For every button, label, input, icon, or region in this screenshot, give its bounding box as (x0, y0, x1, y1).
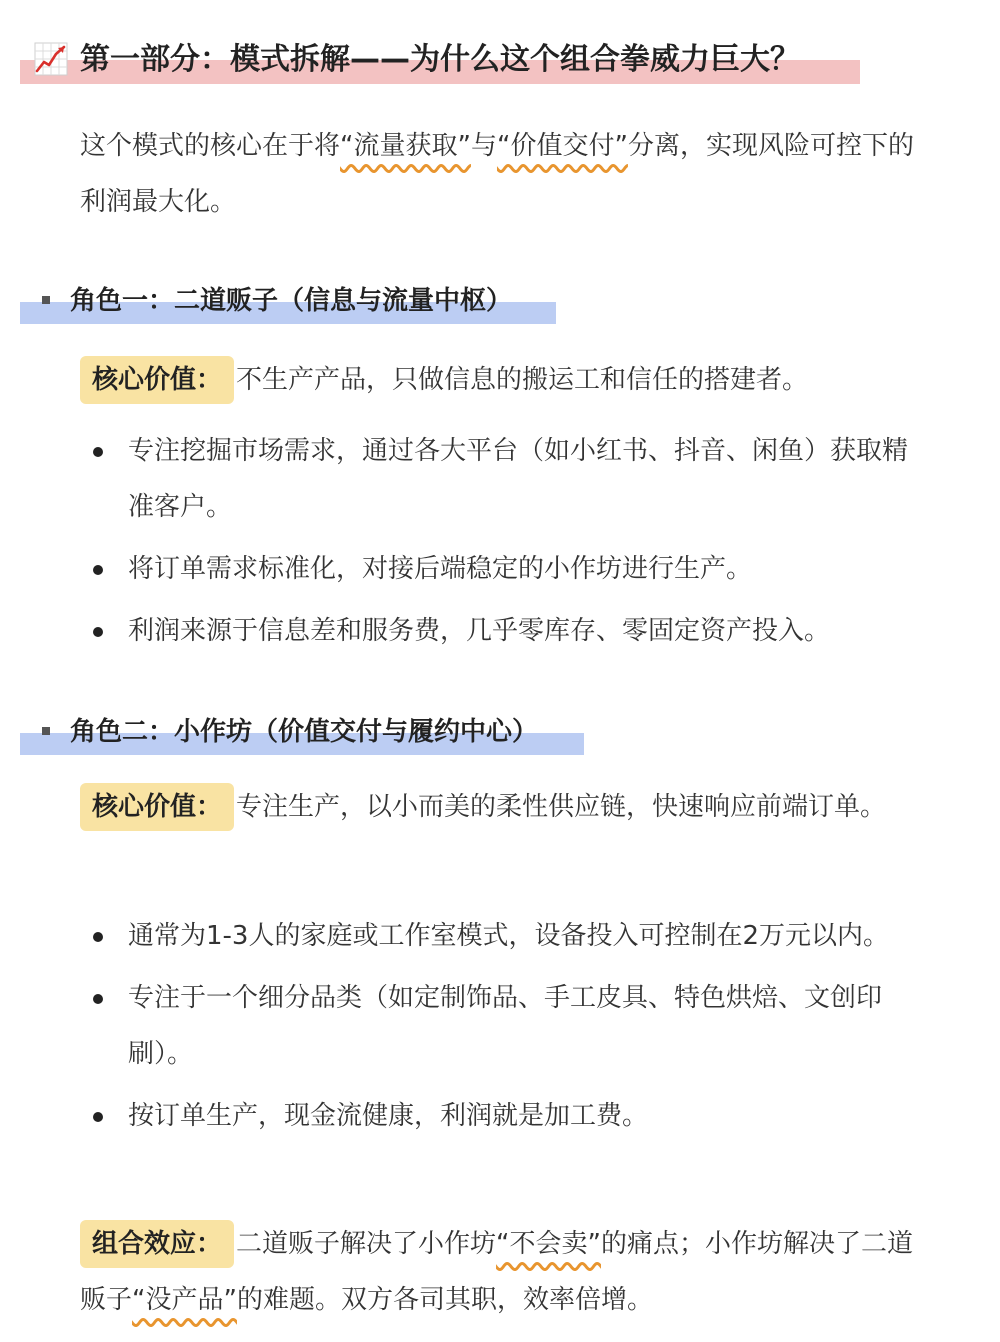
combo-highlight-no-product: “没产品” (132, 1285, 237, 1315)
list-item-text: 专注挖掘市场需求，通过各大平台（如小红书、抖音、闲鱼）获取精准客户。 (128, 436, 909, 522)
list-item-text: 利润来源于信息差和服务费，几乎零库存、零固定资产投入。 (128, 616, 831, 646)
section-title: 第一部分：模式拆解——为什么这个组合拳威力巨大？ (80, 42, 800, 77)
intro-text: 这个模式的核心在于将 (80, 131, 341, 161)
square-bullet-icon (42, 727, 50, 735)
role2-core-value (80, 779, 925, 835)
intro-text: 与 (470, 131, 497, 161)
combo-text: 的难题。双方各司其职，效率倍增。 (236, 1285, 653, 1315)
role2-title: 角色二：小作坊（价值交付与履约中心） (70, 717, 539, 747)
list-item-text: 通常为1-3人的家庭或工作室模式，设备投入可控制在2万元以内。 (128, 921, 890, 951)
combo-highlight-cant-sell: “不会卖” (496, 1229, 601, 1259)
list-item (80, 908, 930, 964)
list-item (80, 603, 930, 659)
intro-text: 分离，实现风险可控下的利润最大化。 (80, 131, 914, 217)
list-item (80, 423, 930, 535)
bullet-dot-icon (93, 1112, 103, 1122)
list-item (80, 541, 930, 597)
role1-title: 角色一：二道贩子（信息与流量中枢） (70, 286, 513, 316)
square-bullet-icon (42, 296, 50, 304)
role1-heading (20, 284, 556, 324)
combo-text: 的痛点；小作坊解决了二道贩子 (80, 1229, 913, 1315)
list-item-text: 按订单生产，现金流健康，利润就是加工费。 (128, 1101, 649, 1131)
bullet-dot-icon (93, 565, 103, 575)
combo-effect-paragraph (80, 1216, 925, 1328)
core-value-text: 不生产产品，只做信息的搬运工和信任的搭建者。 (236, 365, 809, 395)
intro-paragraph (80, 118, 925, 230)
role2-bullet-list (80, 908, 930, 1150)
intro-highlight-value: “价值交付” (496, 131, 628, 161)
intro-highlight-traffic: “流量获取” (340, 131, 471, 161)
bullet-dot-icon (93, 994, 103, 1004)
combo-effect-label: 组合效应： (80, 1220, 234, 1268)
core-value-label: 核心价值： (80, 356, 234, 404)
chart-increasing-icon (34, 42, 68, 76)
list-item (80, 1088, 930, 1144)
combo-text: 二道贩子解决了小作坊 (236, 1229, 497, 1259)
section-heading (20, 38, 860, 86)
bullet-dot-icon (93, 932, 103, 942)
core-value-text: 专注生产，以小而美的柔性供应链，快速响应前端订单。 (236, 792, 887, 822)
list-item-text: 将订单需求标准化，对接后端稳定的小作坊进行生产。 (128, 554, 753, 584)
list-item-text: 专注于一个细分品类（如定制饰品、手工皮具、特色烘焙、文创印刷）。 (128, 983, 883, 1069)
list-item (80, 970, 930, 1082)
role1-bullet-list (80, 423, 930, 665)
role2-heading (20, 715, 584, 755)
core-value-label: 核心价值： (80, 783, 234, 831)
role1-core-value (80, 352, 925, 408)
bullet-dot-icon (93, 447, 103, 457)
bullet-dot-icon (93, 627, 103, 637)
